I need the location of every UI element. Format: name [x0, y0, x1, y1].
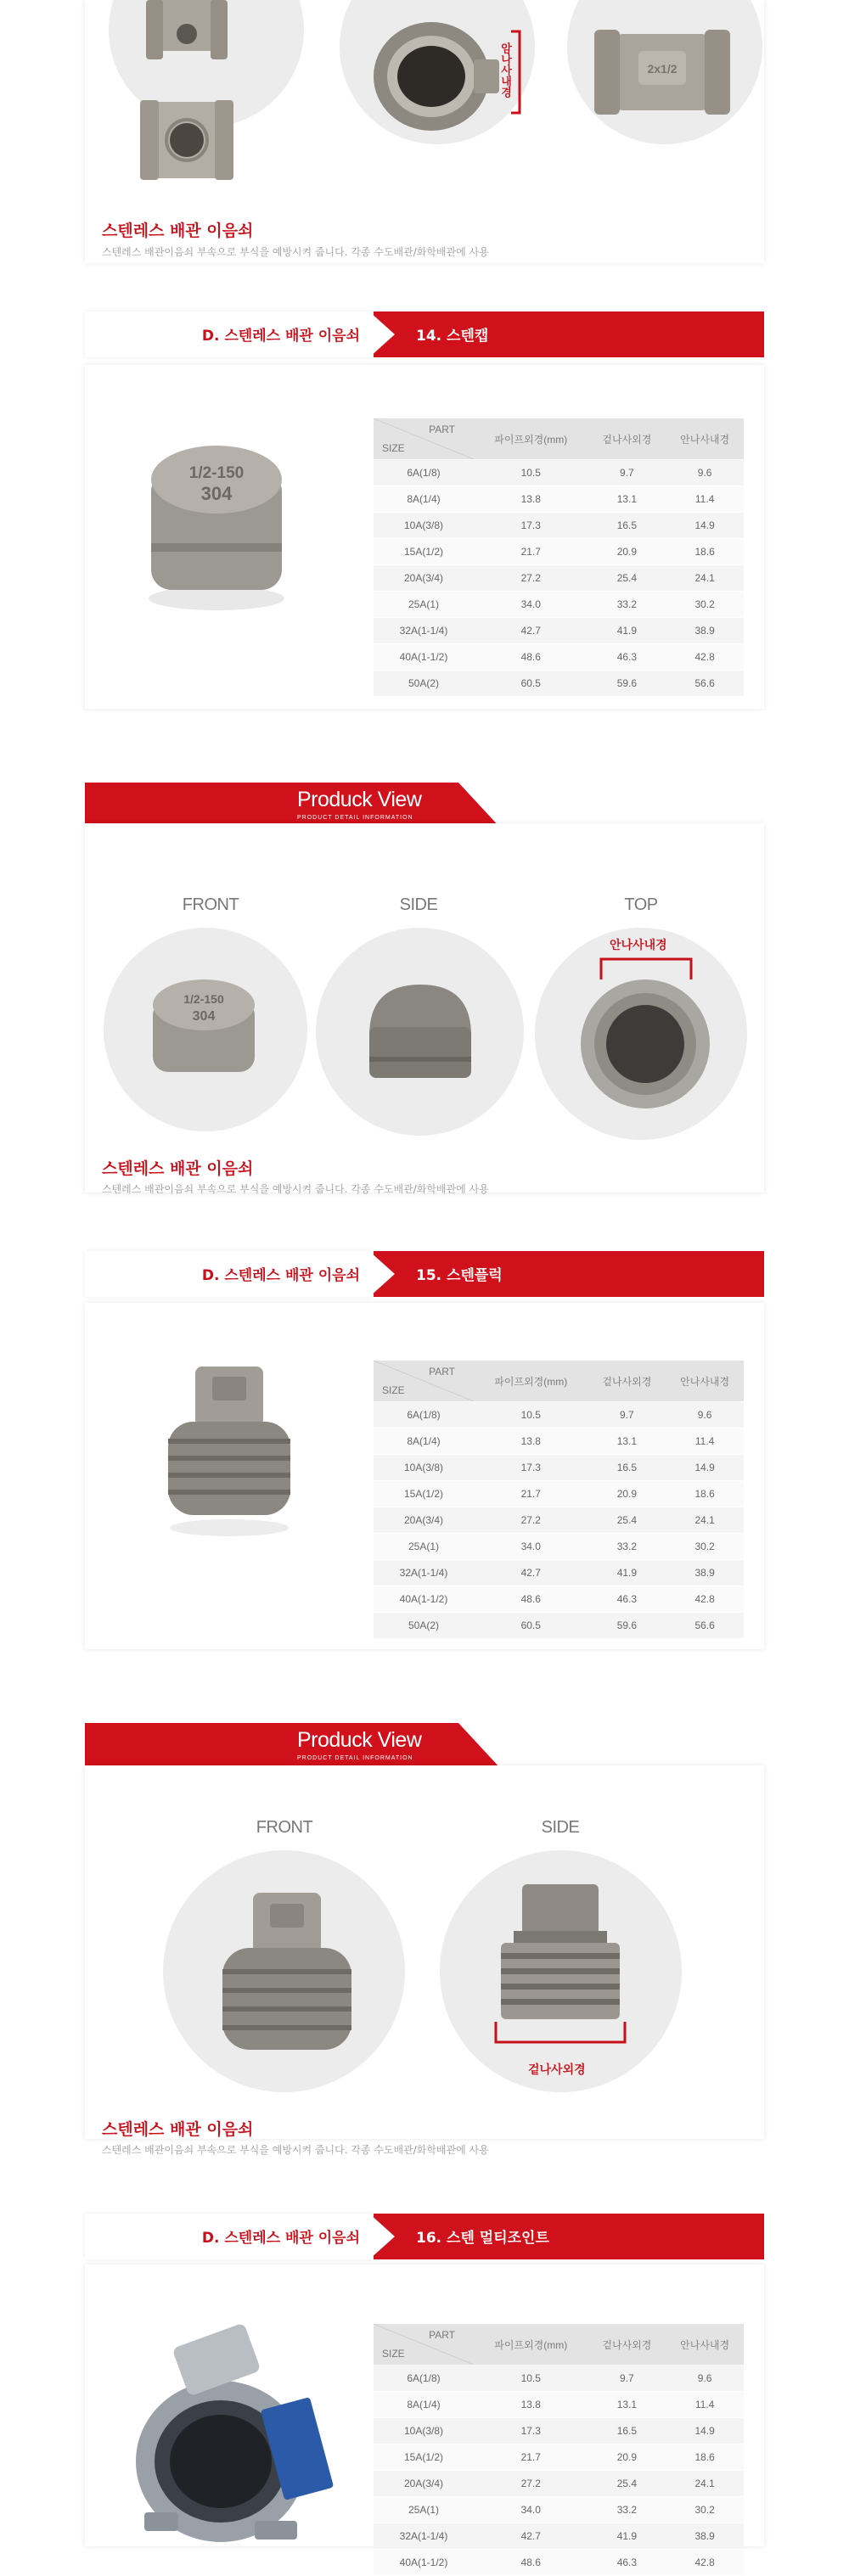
plug-front-thread-4 — [222, 2025, 351, 2030]
spec-col-header: 안나사내경 — [666, 1361, 744, 1402]
table-row — [374, 513, 744, 539]
cap-shadow — [149, 586, 284, 610]
table-row — [374, 2392, 744, 2418]
table-row — [374, 592, 744, 618]
spec-cell: 30.2 — [666, 592, 744, 618]
plug-thread-4 — [168, 1490, 290, 1495]
spec-cell: 13.1 — [588, 1428, 666, 1455]
spec-cell: 42.7 — [474, 618, 588, 644]
spec-cell: 48.6 — [474, 2550, 588, 2576]
plug-side-collar — [514, 1931, 607, 1943]
view-label-top: TOP — [624, 895, 658, 914]
spec-cell: 46.3 — [588, 1586, 666, 1613]
spec-cell: 38.9 — [666, 1560, 744, 1586]
view-label-front: FRONT — [256, 1818, 313, 1837]
plug-thread-2 — [168, 1456, 290, 1461]
spec-cell: 25.4 — [588, 565, 666, 592]
table-row — [374, 1428, 744, 1455]
banner-subtitle: PRODUCT DETAIL INFORMATION — [297, 1755, 413, 1761]
plug-thread-1 — [168, 1439, 290, 1444]
spec-cell: 11.4 — [666, 1428, 744, 1455]
spec-cell: 50A(2) — [374, 1613, 474, 1639]
spec-cell: 16.5 — [588, 1455, 666, 1481]
table-row — [374, 2366, 744, 2392]
cap-side-image — [361, 976, 480, 1086]
spec-cell: 34.0 — [474, 592, 588, 618]
spec-cell: 20.9 — [588, 539, 666, 565]
banner-subtitle: PRODUCT DETAIL INFORMATION — [297, 815, 413, 821]
plug-image — [153, 1358, 306, 1536]
table-row — [374, 486, 744, 513]
section-15-titlebar — [85, 1251, 764, 1297]
section-title: 15. 스텐플럭 — [416, 1267, 503, 1284]
spec-cell: 11.4 — [666, 2392, 744, 2418]
cap-product-desc: 스텐레스 배관이음쇠 부속으로 부식을 예방시켜 줍니다. 각종 수도배관/화학배관에 사용 — [102, 1183, 489, 1195]
section-title: 16. 스텐 멀티조인트 — [416, 2230, 549, 2247]
spec-cell: 9.6 — [666, 1402, 744, 1428]
plug-front-thread-3 — [222, 2006, 351, 2012]
inner-diameter-callout: 암나사내경 — [498, 42, 511, 98]
plug-side-thread-2 — [501, 1968, 620, 1974]
view-label-side: SIDE — [399, 895, 438, 914]
outer-diameter-callout: 겉나사외경 — [528, 2063, 586, 2077]
joint-bore — [170, 2415, 272, 2508]
spec-header-size: SIZE — [382, 442, 405, 454]
titlebar-chevron — [369, 1251, 395, 1297]
spec-cell: 24.1 — [666, 1507, 744, 1534]
spec-cell: 46.3 — [588, 644, 666, 671]
section-title: 14. 스텐캡 — [416, 328, 489, 345]
table-row — [374, 2550, 744, 2576]
spec-cell: 42.8 — [666, 644, 744, 671]
spec-cell: 48.6 — [474, 644, 588, 671]
cap-front-text-top: 1/2-150 — [183, 992, 224, 1006]
spec-cell: 20.9 — [588, 1481, 666, 1507]
spec-cell: 41.9 — [588, 2523, 666, 2550]
spec-cell: 13.8 — [474, 486, 588, 513]
spec-col-header: 파이프외경(mm) — [474, 2324, 588, 2366]
table-row — [374, 539, 744, 565]
table-row — [374, 1534, 744, 1560]
spec-cell: 24.1 — [666, 2471, 744, 2497]
spec-cell: 34.0 — [474, 1534, 588, 1560]
table-row — [374, 1586, 744, 1613]
spec-header-size: SIZE — [382, 1384, 405, 1396]
banner-ribbon — [85, 1723, 501, 1769]
produck-view-banner — [85, 783, 764, 828]
spec-cell: 48.6 — [474, 1586, 588, 1613]
tee-lower-end-right — [215, 100, 233, 180]
spec-cell: 9.6 — [666, 2366, 744, 2392]
section-category: D. 스텐레스 배관 이음쇠 — [201, 328, 360, 345]
tee-top-end-right — [211, 0, 228, 59]
spec-cell: 11.4 — [666, 486, 744, 513]
spec-cell: 17.3 — [474, 513, 588, 539]
spec-cell: 16.5 — [588, 2418, 666, 2444]
spec-cell: 56.6 — [666, 671, 744, 697]
joint-bolt-2 — [255, 2521, 297, 2540]
spec-cell: 32A(1-1/4) — [374, 1560, 474, 1586]
spec-header-part-size — [374, 1361, 474, 1402]
spec-cell: 6A(1/8) — [374, 460, 474, 486]
plug-front-mark — [270, 1904, 304, 1928]
spec-cell: 41.9 — [588, 1560, 666, 1586]
spec-cell: 25A(1) — [374, 592, 474, 618]
spec-cell: 27.2 — [474, 1507, 588, 1534]
spec-cell: 10A(3/8) — [374, 513, 474, 539]
spec-cell: 46.3 — [588, 2550, 666, 2576]
spec-cell: 34.0 — [474, 2497, 588, 2523]
spec-col-header: 겉나사외경 — [588, 418, 666, 460]
tee-lower-port — [170, 123, 204, 157]
table-row — [374, 1560, 744, 1586]
spec-cell: 33.2 — [588, 1534, 666, 1560]
plug-head-mark — [212, 1377, 246, 1400]
banner-ribbon — [85, 783, 501, 828]
spec-cell: 15A(1/2) — [374, 539, 474, 565]
plug-thread-body — [168, 1422, 290, 1515]
spec-cell: 27.2 — [474, 565, 588, 592]
plug-shadow — [170, 1519, 289, 1536]
produck-view-banner — [85, 1723, 764, 1769]
spec-cell: 21.7 — [474, 2444, 588, 2471]
spec-cell: 17.3 — [474, 1455, 588, 1481]
tee-top-port — [177, 24, 197, 44]
section-category: D. 스텐레스 배관 이음쇠 — [201, 1267, 360, 1284]
spec-cell: 20.9 — [588, 2444, 666, 2471]
spec-cell: 18.6 — [666, 2444, 744, 2471]
spec-cell: 9.7 — [588, 1402, 666, 1428]
plug-side-image — [484, 1880, 637, 2024]
outer-diameter-bracket-line — [496, 2022, 625, 2042]
table-row — [374, 2418, 744, 2444]
cap-side-band — [369, 1057, 471, 1062]
spec-cell: 13.1 — [588, 2392, 666, 2418]
spec-cell: 15A(1/2) — [374, 2444, 474, 2471]
spec-cell: 59.6 — [588, 1613, 666, 1639]
banner-title: Produck View — [297, 1728, 422, 1752]
spec-cell: 42.8 — [666, 1586, 744, 1613]
spec-cell: 8A(1/4) — [374, 2392, 474, 2418]
spec-cell: 20A(3/4) — [374, 2471, 474, 2497]
spec-col-header: 파이프외경(mm) — [474, 418, 588, 460]
spec-cell: 25.4 — [588, 1507, 666, 1534]
table-row — [374, 1402, 744, 1428]
plug-front-thread-1 — [222, 1969, 351, 1974]
cap-top-image — [577, 976, 713, 1112]
section-14-titlebar — [85, 311, 764, 357]
spec-cell: 18.6 — [666, 1481, 744, 1507]
spec-cell: 25A(1) — [374, 2497, 474, 2523]
plug-side-thread-3 — [501, 1984, 620, 1990]
titlebar-chevron — [369, 2214, 395, 2259]
spec-cell: 60.5 — [474, 671, 588, 697]
spec-cell: 9.6 — [666, 460, 744, 486]
spec-col-header: 겉나사외경 — [588, 2324, 666, 2366]
cap-front-image — [144, 974, 263, 1076]
spec-cell: 25A(1) — [374, 1534, 474, 1560]
spec-header-part: PART — [429, 2329, 455, 2341]
plug-product-desc: 스텐레스 배관이음쇠 부속으로 부식을 예방시켜 줍니다. 각종 수도배관/화학배관에 사용 — [102, 2144, 489, 2156]
spec-col-header: 안나사내경 — [666, 2324, 744, 2366]
spec-header-part: PART — [429, 424, 455, 435]
top-inner-diameter-callout: 안나사내경 — [610, 939, 667, 952]
spec-cell: 50A(2) — [374, 671, 474, 697]
cap-top-bore — [606, 1005, 684, 1083]
spec-cell: 30.2 — [666, 2497, 744, 2523]
spec-cell: 38.9 — [666, 2523, 744, 2550]
tee-top-end — [146, 0, 163, 59]
spec-cell: 20A(3/4) — [374, 1507, 474, 1534]
spec-cell: 18.6 — [666, 539, 744, 565]
tee-top-image — [586, 8, 739, 136]
plug-thread-3 — [168, 1473, 290, 1478]
table-row — [374, 565, 744, 592]
table-row — [374, 2523, 744, 2550]
spec-cell: 14.9 — [666, 513, 744, 539]
spec-cell: 6A(1/8) — [374, 1402, 474, 1428]
section-category: D. 스텐레스 배관 이음쇠 — [201, 2230, 360, 2247]
view-label-front: FRONT — [182, 895, 239, 914]
plug-side-thread-1 — [501, 1953, 620, 1959]
top-product-name: 스텐레스 배관 이음쇠 — [102, 222, 254, 240]
spec-cell: 13.8 — [474, 2392, 588, 2418]
spec-header-size: SIZE — [382, 2348, 405, 2360]
spec-cell: 33.2 — [588, 592, 666, 618]
table-row — [374, 618, 744, 644]
spec-cell: 16.5 — [588, 513, 666, 539]
spec-cell: 27.2 — [474, 2471, 588, 2497]
spec-cell: 38.9 — [666, 618, 744, 644]
spec-cell: 15A(1/2) — [374, 1481, 474, 1507]
spec-cell: 9.7 — [588, 460, 666, 486]
spec-cell: 10.5 — [474, 1402, 588, 1428]
spec-table-16 — [374, 2324, 744, 2576]
spec-cell: 13.1 — [588, 486, 666, 513]
table-row — [374, 644, 744, 671]
spec-cell: 60.5 — [474, 1613, 588, 1639]
top-product-desc: 스텐레스 배관이음쇠 부속으로 부식을 예방시켜 줍니다. 각종 수도배관/화학배관에 사용 — [102, 246, 489, 258]
spec-cell: 33.2 — [588, 2497, 666, 2523]
spec-col-header: 파이프외경(mm) — [474, 1361, 588, 1402]
spec-table-14 — [374, 418, 744, 697]
joint-bolt-1 — [144, 2512, 178, 2531]
tee-top-view-end-left — [594, 30, 620, 115]
spec-cell: 10.5 — [474, 460, 588, 486]
multi-joint-image — [127, 2317, 340, 2546]
tee-lower-end-left — [140, 100, 159, 180]
table-row — [374, 1613, 744, 1639]
spec-cell: 32A(1-1/4) — [374, 618, 474, 644]
spec-cell: 40A(1-1/2) — [374, 2550, 474, 2576]
spec-table-15 — [374, 1361, 744, 1639]
spec-cell: 21.7 — [474, 539, 588, 565]
table-row — [374, 460, 744, 486]
tee-side-bore — [397, 46, 465, 107]
spec-cell: 17.3 — [474, 2418, 588, 2444]
spec-cell: 24.1 — [666, 565, 744, 592]
plug-front-thread-body — [222, 1948, 351, 2050]
spec-cell: 40A(1-1/2) — [374, 1586, 474, 1613]
spec-header-part: PART — [429, 1366, 455, 1378]
spec-cell: 56.6 — [666, 1613, 744, 1639]
cap-image — [136, 437, 297, 615]
spec-cell: 25.4 — [588, 2471, 666, 2497]
tee-stamp-text: 2x1/2 — [647, 62, 678, 76]
table-row — [374, 2497, 744, 2523]
table-row — [374, 1481, 744, 1507]
spec-cell: 40A(1-1/2) — [374, 644, 474, 671]
table-row — [374, 1507, 744, 1534]
tee-side-branch — [474, 59, 499, 93]
plug-front-image — [212, 1889, 361, 2058]
section-16-titlebar — [85, 2214, 764, 2259]
spec-cell: 21.7 — [474, 1481, 588, 1507]
spec-header-part-size — [374, 418, 474, 460]
plug-side-thread-4 — [501, 1999, 620, 2005]
spec-cell: 42.7 — [474, 1560, 588, 1586]
spec-cell: 6A(1/8) — [374, 2366, 474, 2392]
spec-cell: 30.2 — [666, 1534, 744, 1560]
tee-top-view-end-right — [705, 30, 730, 115]
plug-product-name: 스텐레스 배관 이음쇠 — [102, 2120, 254, 2139]
cap-product-name: 스텐레스 배관 이음쇠 — [102, 1159, 254, 1178]
table-row — [374, 2444, 744, 2471]
spec-cell: 42.8 — [666, 2550, 744, 2576]
table-row — [374, 2471, 744, 2497]
banner-title: Produck View — [297, 788, 422, 811]
spec-cell: 8A(1/4) — [374, 1428, 474, 1455]
spec-col-header: 안나사내경 — [666, 418, 744, 460]
spec-col-header: 겉나사외경 — [588, 1361, 666, 1402]
spec-cell: 20A(3/4) — [374, 565, 474, 592]
cap-text-top: 1/2-150 — [188, 464, 245, 482]
plug-front-thread-2 — [222, 1988, 351, 1993]
spec-cell: 8A(1/4) — [374, 486, 474, 513]
spec-cell: 59.6 — [588, 671, 666, 697]
plug-side-head — [522, 1884, 599, 1935]
spec-cell: 10A(3/8) — [374, 2418, 474, 2444]
tee-side-image — [363, 8, 516, 153]
view-label-side: SIDE — [541, 1818, 580, 1837]
spec-cell: 32A(1-1/4) — [374, 2523, 474, 2550]
table-row — [374, 1455, 744, 1481]
spec-cell: 9.7 — [588, 2366, 666, 2392]
spec-cell: 13.8 — [474, 1428, 588, 1455]
reducing-tee-image — [127, 0, 246, 195]
titlebar-chevron — [369, 311, 395, 357]
spec-cell: 14.9 — [666, 2418, 744, 2444]
spec-cell: 14.9 — [666, 1455, 744, 1481]
spec-cell: 42.7 — [474, 2523, 588, 2550]
table-row — [374, 671, 744, 697]
cap-front-text-bottom: 304 — [192, 1009, 216, 1024]
cap-text-bottom: 304 — [200, 483, 233, 504]
spec-cell: 10A(3/8) — [374, 1455, 474, 1481]
cap-band — [151, 543, 282, 552]
spec-cell: 41.9 — [588, 618, 666, 644]
spec-header-part-size — [374, 2324, 474, 2366]
spec-cell: 10.5 — [474, 2366, 588, 2392]
cap-side-body — [369, 1027, 471, 1078]
outer-diameter-bracket — [494, 2020, 627, 2046]
